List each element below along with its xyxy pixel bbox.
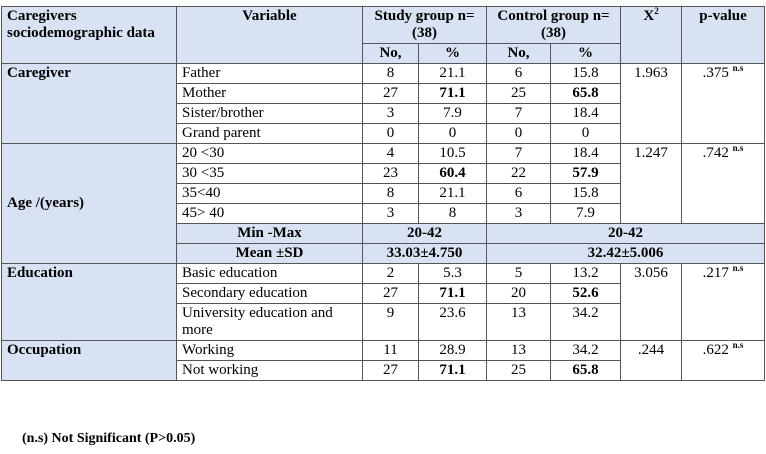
education-section-label: Education [2, 264, 177, 341]
cell: 2 [363, 264, 419, 284]
cell: 11 [363, 341, 419, 361]
cell: 27 [363, 284, 419, 304]
caregivers-header: Caregivers sociodemographic data [2, 7, 177, 64]
row-variable: Basic education [177, 264, 363, 284]
cell: 8 [419, 204, 487, 224]
cell: 34.2 [551, 341, 621, 361]
minmax-label: Min -Max [177, 224, 363, 244]
cell: 71.1 [419, 284, 487, 304]
cell: 0 [551, 124, 621, 144]
p-value: .375 $^{n.s}$ [682, 64, 765, 144]
table-row [2, 64, 765, 84]
cell: 65.8 [551, 84, 621, 104]
study-no-header: No, [363, 44, 419, 64]
cell: 6 [487, 64, 551, 84]
cell: 3 [363, 104, 419, 124]
cell: 13 [487, 304, 551, 341]
header-row [2, 7, 765, 44]
chi-square-header: $X^2$ [621, 7, 682, 64]
row-variable: 30 <35 [177, 164, 363, 184]
cell: 23 [363, 164, 419, 184]
table-row [2, 264, 765, 284]
cell: 71.1 [419, 84, 487, 104]
footnote: (n.s) Not Significant (P>0.05) [22, 431, 196, 446]
cell: 4 [363, 144, 419, 164]
cell: 25 [487, 84, 551, 104]
cell: 57.9 [551, 164, 621, 184]
cell: 65.8 [551, 361, 621, 381]
mean-control: 32.42±5.006 [487, 244, 765, 264]
row-variable: Father [177, 64, 363, 84]
cell: 13.2 [551, 264, 621, 284]
age-section-label: Age /(years) [2, 144, 177, 264]
cell: 8 [363, 184, 419, 204]
cell: 3 [487, 204, 551, 224]
cell: 18.4 [551, 144, 621, 164]
cell: 21.1 [419, 64, 487, 84]
variable-header: Variable [177, 7, 363, 64]
cell: 27 [363, 361, 419, 381]
cell: 71.1 [419, 361, 487, 381]
row-variable: Sister/brother [177, 104, 363, 124]
caregiver-section-label: Caregiver [2, 64, 177, 144]
cell: 15.8 [551, 184, 621, 204]
row-variable: Mother [177, 84, 363, 104]
chi-square-value: 1.963 [621, 64, 682, 144]
cell: 52.6 [551, 284, 621, 304]
row-variable: Secondary education [177, 284, 363, 304]
cell: 34.2 [551, 304, 621, 341]
control-group-header: Control group n= (38) [487, 7, 621, 44]
row-variable: 45> 40 [177, 204, 363, 224]
cell: 15.8 [551, 64, 621, 84]
chi-square-value: 1.247 [621, 144, 682, 224]
row-variable: 20 <30 [177, 144, 363, 164]
chi-square-value: .244 [621, 341, 682, 381]
row-variable: University education and more [177, 304, 363, 341]
p-value: .217 $^{n.s}$ [682, 264, 765, 341]
cell: 5.3 [419, 264, 487, 284]
cell: 27 [363, 84, 419, 104]
table-row [2, 144, 765, 164]
cell: 7.9 [551, 204, 621, 224]
mean-label: Mean ±SD [177, 244, 363, 264]
cell: 28.9 [419, 341, 487, 361]
cell: 5 [487, 264, 551, 284]
cell: 0 [487, 124, 551, 144]
cell: 3 [363, 204, 419, 224]
cell: 20 [487, 284, 551, 304]
cell: 13 [487, 341, 551, 361]
control-pct-header: % [551, 44, 621, 64]
row-variable: Not working [177, 361, 363, 381]
minmax-study: 20-42 [363, 224, 487, 244]
cell: 8 [363, 64, 419, 84]
row-variable: Grand parent [177, 124, 363, 144]
cell: 7 [487, 104, 551, 124]
cell: 21.1 [419, 184, 487, 204]
cell: 0 [363, 124, 419, 144]
cell: 25 [487, 361, 551, 381]
table-row [2, 341, 765, 361]
cell: 7 [487, 144, 551, 164]
chi-square-value: 3.056 [621, 264, 682, 341]
p-value-header: p-value [682, 7, 765, 64]
p-value: .742 $^{n.s}$ [682, 144, 765, 224]
cell: 7.9 [419, 104, 487, 124]
study-group-header: Study group n= (38) [363, 7, 487, 44]
cell: 6 [487, 184, 551, 204]
row-variable: Working [177, 341, 363, 361]
control-no-header: No, [487, 44, 551, 64]
minmax-control: 20-42 [487, 224, 765, 244]
occupation-section-label: Occupation [2, 341, 177, 381]
sociodemographic-table [1, 6, 765, 381]
study-pct-header: % [419, 44, 487, 64]
cell: 23.6 [419, 304, 487, 341]
row-variable: 35<40 [177, 184, 363, 204]
cell: 22 [487, 164, 551, 184]
cell: 10.5 [419, 144, 487, 164]
p-value: .622 $^{n.s}$ [682, 341, 765, 381]
cell: 9 [363, 304, 419, 341]
mean-study: 33.03±4.750 [363, 244, 487, 264]
cell: 0 [419, 124, 487, 144]
cell: 60.4 [419, 164, 487, 184]
cell: 18.4 [551, 104, 621, 124]
